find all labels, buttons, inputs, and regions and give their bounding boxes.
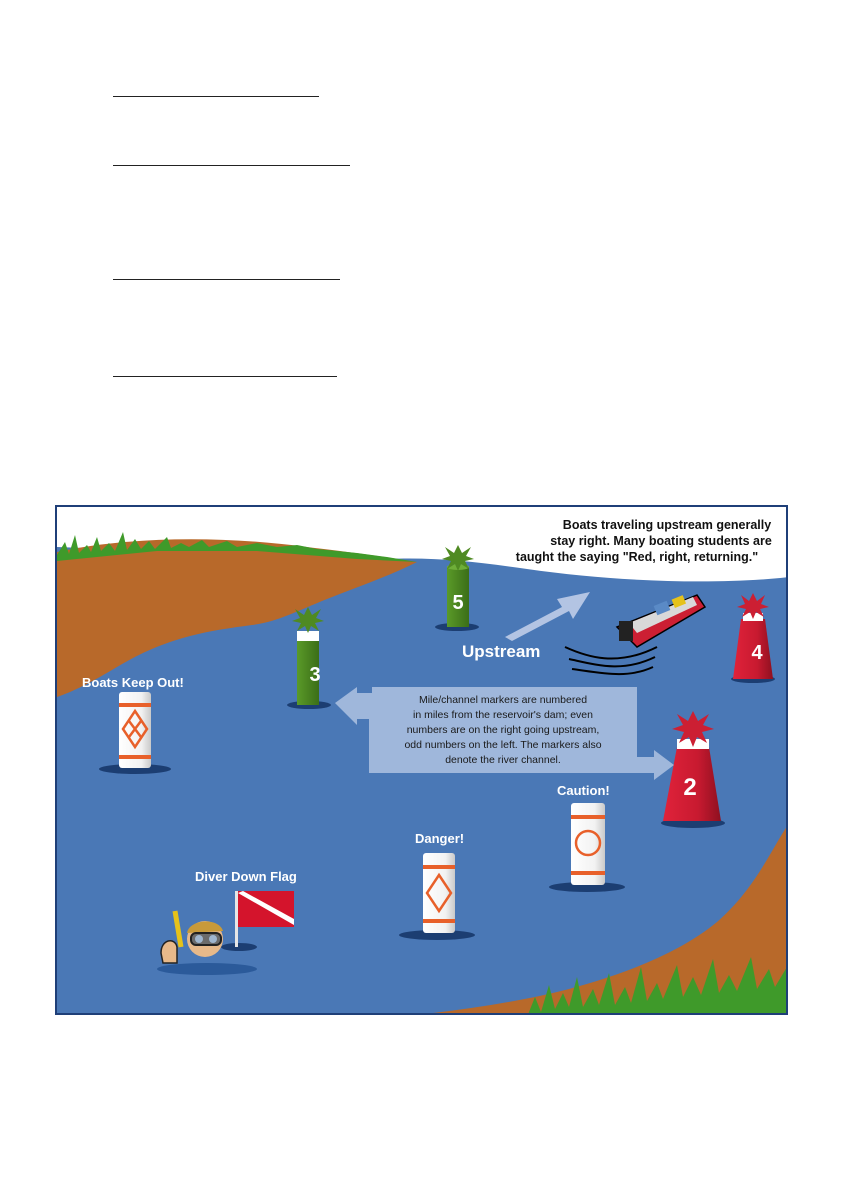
callout-mid-line-1: Mile/channel markers are numbered	[418, 694, 588, 706]
caution-label: Caution!	[557, 783, 610, 798]
marker-number-4: 4	[751, 642, 763, 664]
marker-number-5: 5	[452, 592, 464, 614]
answer-line-4	[113, 376, 337, 377]
danger-label: Danger!	[415, 831, 465, 846]
callout-top-line-3: taught the saying "Red, right, returning."	[515, 550, 759, 564]
callout-mid-line-4: odd numbers on the left. The markers also	[404, 739, 602, 751]
answer-line-1	[113, 96, 319, 97]
river-markers-illustration	[55, 505, 788, 1015]
callout-mid-line-2: in miles from the reservoir's dam; even	[413, 709, 593, 721]
callout-top-line-2: stay right. Many boating students are	[550, 534, 772, 548]
answer-line-3	[113, 279, 340, 280]
callout-mid-line-5: denote the river channel.	[445, 754, 561, 766]
diver-down-label: Diver Down Flag	[195, 869, 297, 884]
marker-number-3: 3	[309, 664, 321, 686]
upstream-label: Upstream	[462, 642, 541, 661]
boats-keep-out-label: Boats Keep Out!	[82, 675, 184, 690]
marker-number-2: 2	[683, 774, 697, 801]
callout-top-line-1: Boats traveling upstream generally	[562, 518, 772, 532]
callout-mid-line-3: numbers are on the right going upstream,	[406, 724, 600, 736]
answer-line-2	[113, 165, 350, 166]
